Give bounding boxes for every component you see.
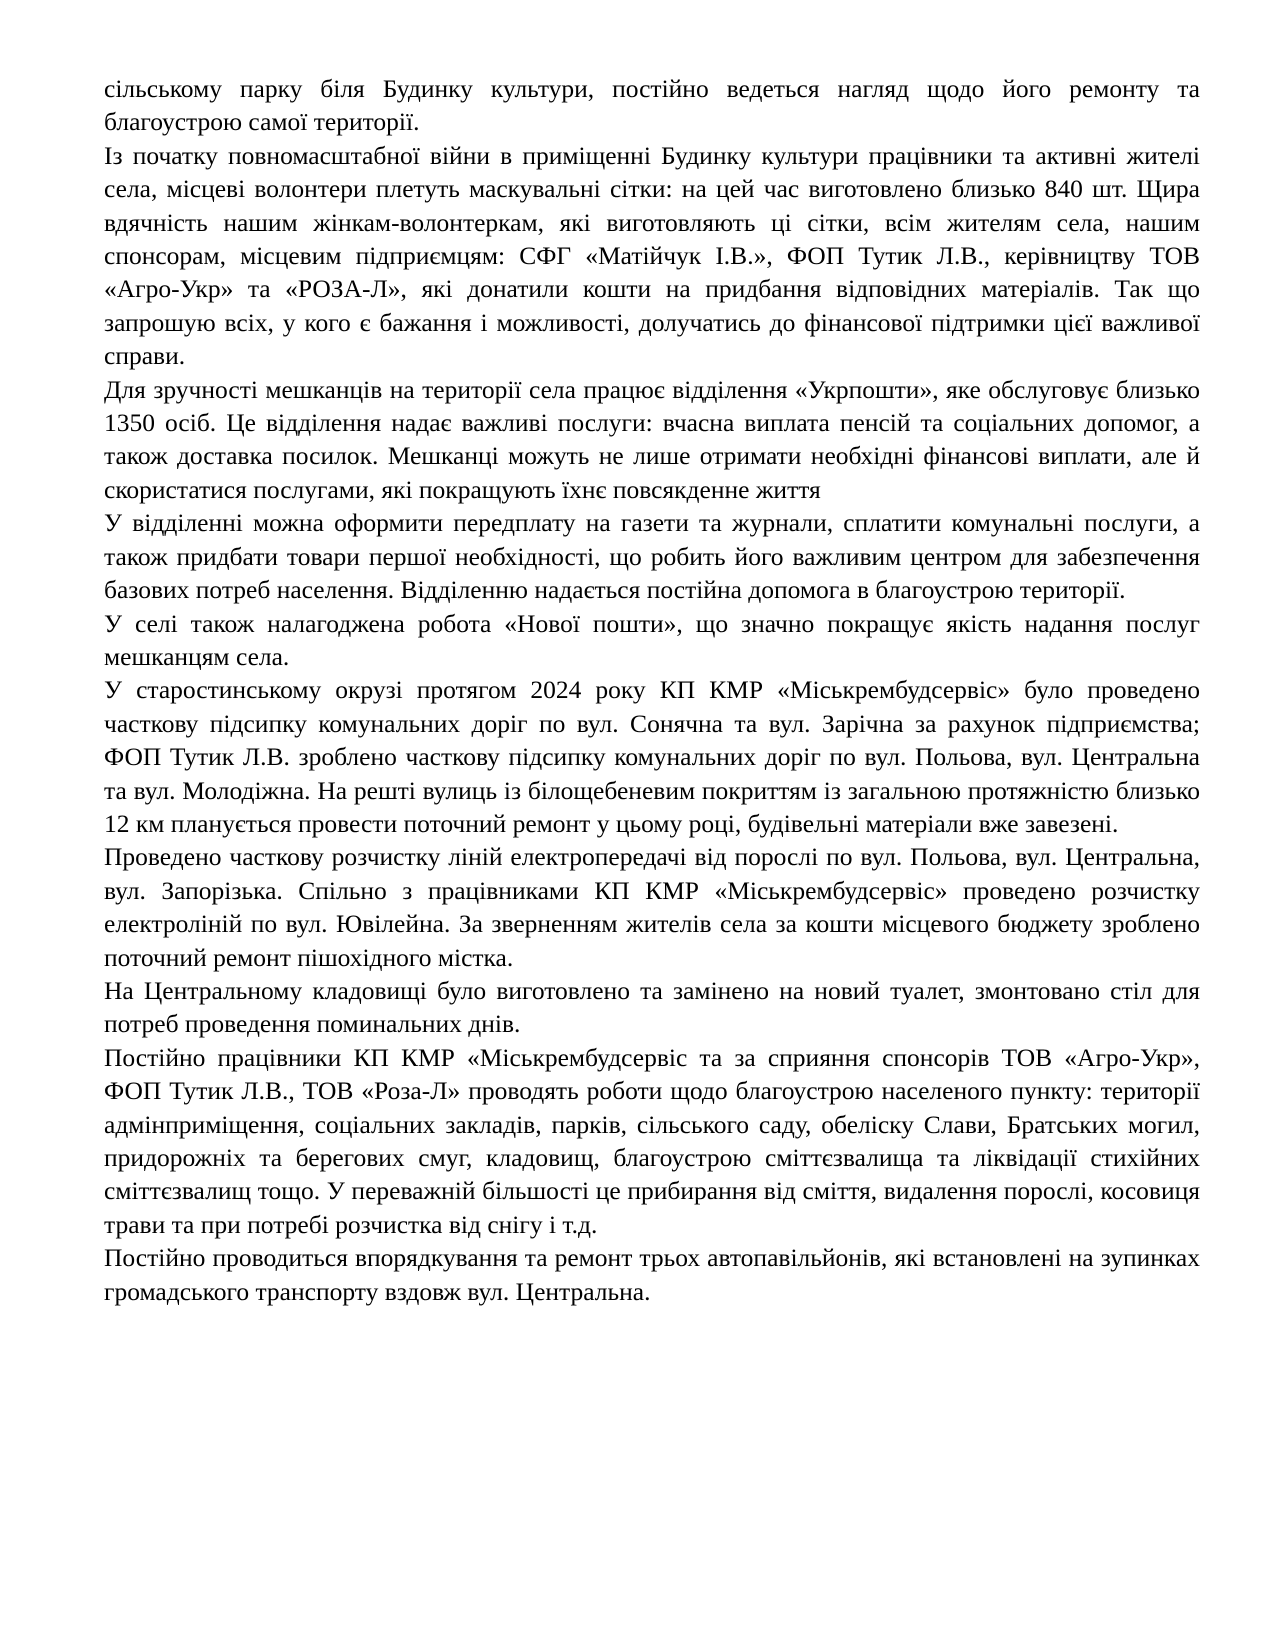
paragraph-nova-poshta: У селі також налагоджена робота «Нової пошти», що значно покращує якість надання послуг мешканцям села.: [104, 608, 1200, 671]
paragraph-park-maintenance: сільському парку біля Будинку культури, постійно ведеться нагляд щодо його ремонту та благоустрою самої території.: [104, 74, 1200, 137]
paragraph-road-repairs: У старостинському окрузі протягом 2024 року КП КМР «Міськрембудсервіс» було проведено часткову підсипку комунальних доріг по вул. Сонячна та вул. Зарічна за рахунок підприємства; ФОП Тутик Л.В. зроблено часткову підсипку комунальних доріг по вул. Польова, вул. Центральна та вул. Молодіжна. На решті вулиць із білощебеневим покриттям із загальною протяжністю близько 12 км планується провести поточний ремонт у цьому році, будівельні матеріали вже завезені.: [104, 675, 1200, 838]
paragraph-power-lines: Проведено часткову розчистку ліній електропередачі від порослі по вул. Польова, вул. Центральна, вул. Запорізька. Спільно з працівниками КП КМР «Міськрембудсервіс» проведено розчистку електроліній по вул. Ювілейна. За зверненням жителів села за кошти місцевого бюджету зроблено поточний ремонт пішохідного містка.: [104, 842, 1200, 972]
paragraph-ukrposhta-branch: Для зручності мешканців на території села працює відділення «Укрпошти», яке обслуговує близько 1350 осіб. Це відділення надає важливі послуги: вчасна виплата пенсій та соціальних допомог, а також доставка посилок. Мешканці можуть не лише отримати необхідні фінансові виплати, але й скористатися послугами, які покращують їхнє повсякденне життя: [104, 374, 1200, 504]
paragraph-landscaping: Постійно працівники КП КМР «Міськрембудсервіс та за сприяння спонсорів ТОВ «Агро-Укр», ФОП Тутик Л.В., ТОВ «Роза-Л» проводять роботи щодо благоустрою населеного пункту: території адмінприміщення, соціальних закладів, парків, сільського саду, обеліску Слави, Братських могил, придорожніх та берегових смуг, кладовищ, благоустрою сміттєзвалища та ліквідації стихійних сміттєзвалищ тощо. У переважній більшості це прибирання від сміття, видалення порослі, косовиця трави та при потребі розчистка від снігу і т.д.: [104, 1042, 1200, 1239]
paragraph-camouflage-nets: Із початку повномасштабної війни в приміщенні Будинку культури працівники та активні жителі села, місцеві волонтери плетуть маскувальні сітки: на цей час виготовлено близько 840 шт. Щира вдячність нашим жінкам-волонтеркам, які виготовляють ці сітки, всім жителям села, нашим спонсорам, місцевим підприємцям: СФГ «Матійчук І.В.», ФОП Тутик Л.В., керівництву ТОВ «Агро-Укр» та «РОЗА-Л», які донатили кошти на придбання відповідних матеріалів. Так що запрошую всіх, у кого є бажання і можливості, долучатись до фінансової підтримки цієї важливої справи.: [104, 140, 1200, 371]
document-page: [104, 72, 1200, 1308]
paragraph-cemetery: На Центральному кладовищі було виготовлено та замінено на новий туалет, змонтовано стіл для потреб проведення поминальних днів.: [104, 975, 1200, 1039]
paragraph-bus-shelters: Постійно проводиться впорядкування та ремонт трьох автопавільйонів, які встановлені на зупинках громадського транспорту вздовж вул. Центральна.: [104, 1243, 1200, 1306]
paragraph-post-services: У відділенні можна оформити передплату на газети та журнали, сплатити комунальні послуги, а також придбати товари першої необхідності, що робить його важливим центром для забезпечення базових потреб населення. Відділенню надається постійна допомога в благоустрою території.: [104, 508, 1200, 605]
